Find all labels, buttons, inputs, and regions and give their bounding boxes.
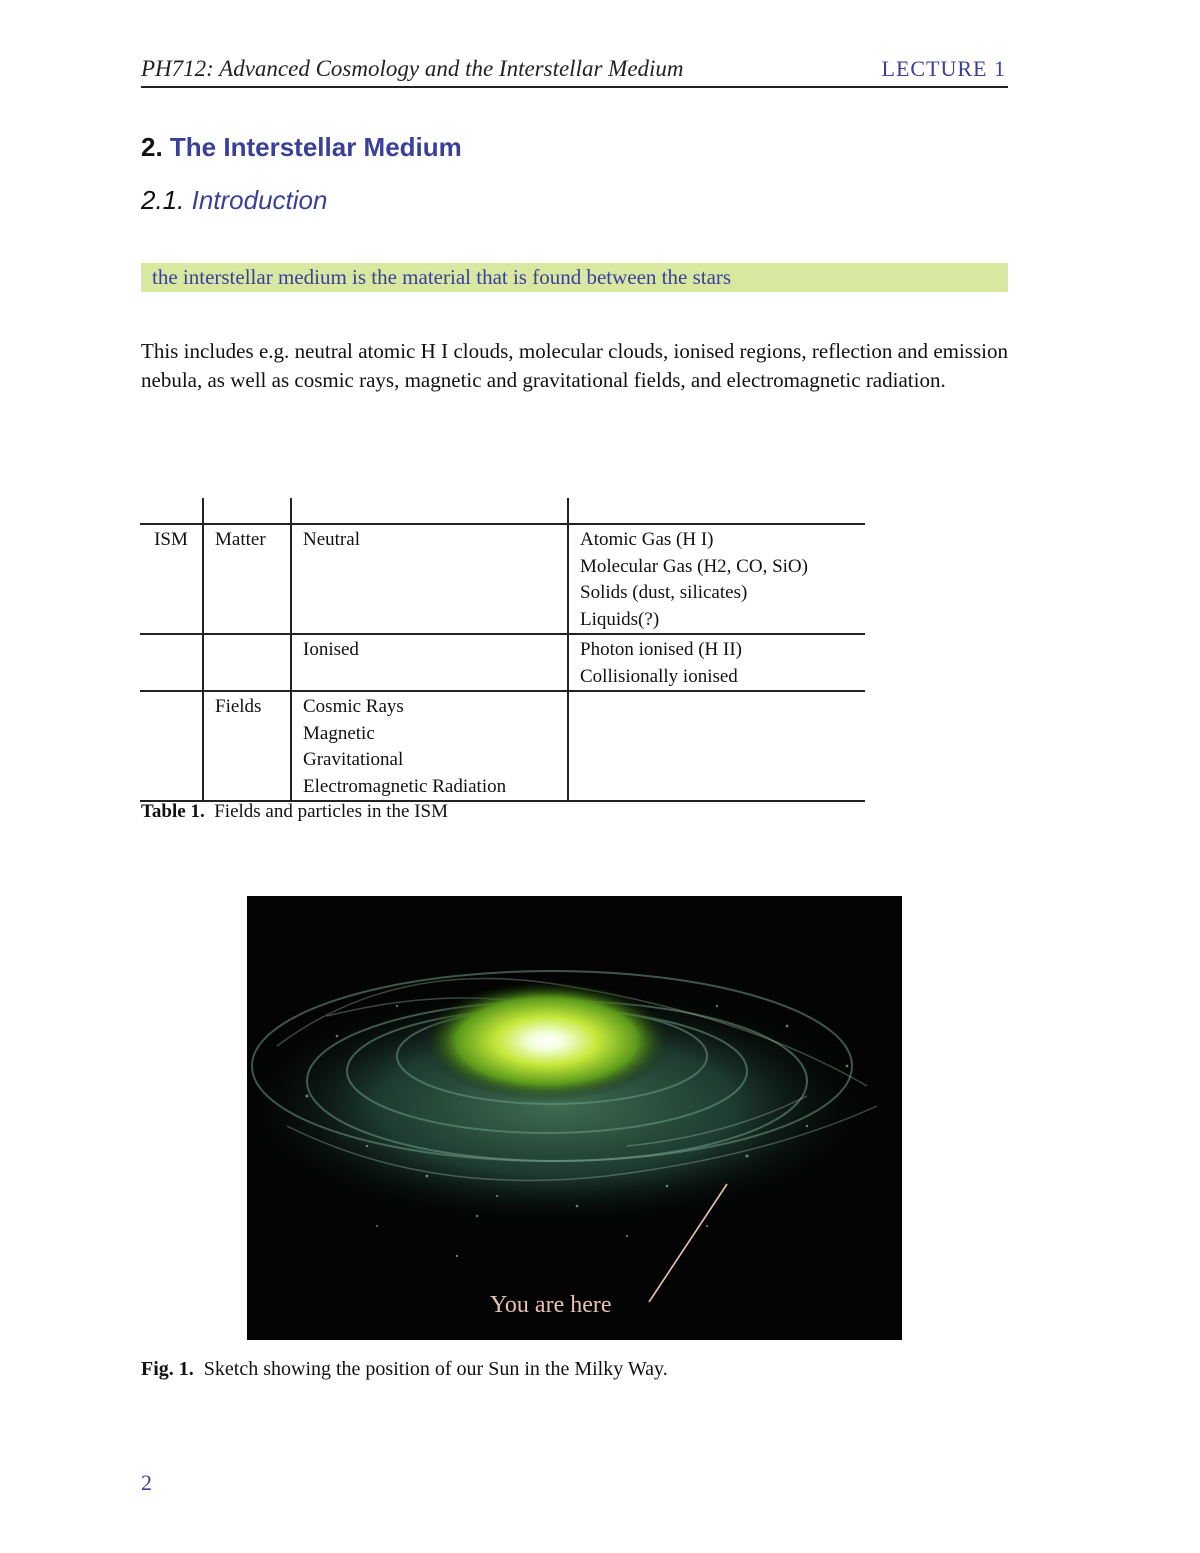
table-header-spacer <box>140 498 865 524</box>
table-cell-line: Photon ionised (H II) <box>580 639 743 660</box>
table-cell-line: Magnetic <box>303 722 375 744</box>
ism-table <box>140 498 865 802</box>
table-cell-matter: Matter <box>203 524 291 634</box>
table-cell-ionised-list <box>568 634 865 691</box>
section-title <box>141 132 462 163</box>
table-cell-line: Molecular Gas (H2, CO, SiO) <box>580 555 808 577</box>
table-cell-ism: ISM <box>140 524 203 634</box>
table-cell-line: Gravitational <box>303 749 404 770</box>
figure-caption-text: Sketch showing the position of our Sun in the Milky Way. <box>203 1358 668 1380</box>
table-row <box>140 524 865 634</box>
running-head <box>141 56 1008 88</box>
subsection-number: 2.1. <box>141 185 185 215</box>
you-are-here-label: You are here <box>490 1292 612 1318</box>
table-row <box>140 691 865 801</box>
table-cell-line: Liquids(?) <box>580 608 660 630</box>
subsection-title <box>141 185 327 216</box>
subsection-title-text: Introduction <box>191 185 328 215</box>
body-paragraph: This includes e.g. neutral atomic H I clouds, molecular clouds, ionised regions, reflection and emission nebula, as well as cosmic rays, magnetic and gravitational fields, and electromagnetic radiation. <box>141 339 1008 392</box>
definition-text: the interstellar medium is the material that is found between the stars <box>152 265 732 289</box>
table-cell-neutral-list <box>568 524 865 634</box>
table-cell-line: Electromagnetic Radiation <box>303 775 507 797</box>
figure-caption-label: Fig. 1. <box>141 1358 194 1380</box>
table-cell-line: Atomic Gas (H I) <box>580 529 714 550</box>
table-cell-line: Collisionally ionised <box>580 665 738 687</box>
table-cell-fields-list <box>291 691 568 801</box>
section-title-text: The Interstellar Medium <box>169 132 462 162</box>
table-caption <box>141 801 448 823</box>
table-cell-line: Cosmic Rays <box>303 696 404 717</box>
page-number: 2 <box>141 1470 152 1495</box>
table-row <box>140 634 865 691</box>
running-head-lecture: LECTURE 1 <box>881 56 1006 81</box>
milky-way-figure <box>247 896 902 1340</box>
table-caption-label: Table 1. <box>141 801 205 822</box>
table-cell-ionised: Ionised <box>291 634 568 691</box>
table-cell-neutral: Neutral <box>291 524 568 634</box>
running-head-title: PH712: Advanced Cosmology and the Interstellar Medium <box>141 56 684 81</box>
table-cell-line: Solids (dust, silicates) <box>580 582 748 603</box>
table-caption-text: Fields and particles in the ISM <box>214 801 448 822</box>
milky-way-sketch <box>247 896 902 1340</box>
definition-highlight <box>141 263 1008 292</box>
section-number: 2. <box>141 132 163 162</box>
table-cell-fields: Fields <box>203 691 291 801</box>
figure-caption <box>141 1358 668 1381</box>
